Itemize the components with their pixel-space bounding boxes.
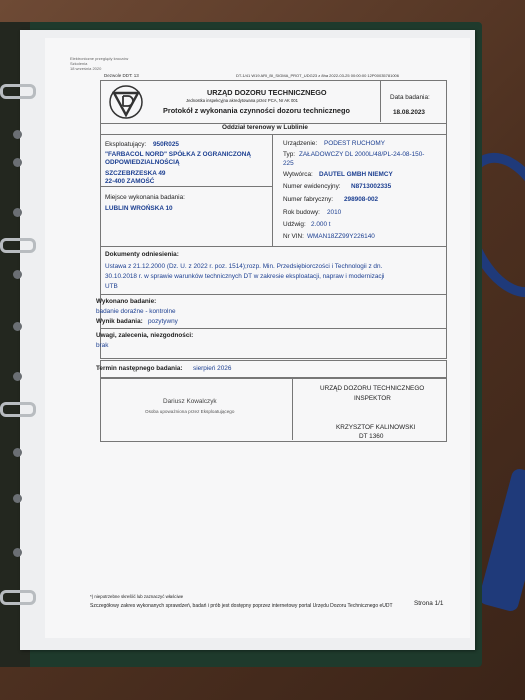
references-line3: UTB [105,283,118,290]
signatures-divider [292,378,293,440]
type-value-line1: ZAŁADOWCZY DL 2000L/48/PL-24-08-150- [299,151,425,158]
punch-hole [13,494,22,503]
operator-signatory-name: Dariusz Kowalczyk [163,398,217,405]
inspector-name: KRZYSZTOF KALINOWSKI [336,424,416,431]
operator-city: 22-400 ZAMOŚĆ [105,178,155,185]
operator-name-line2: ODPOWIEDZIALNOŚCIĄ [105,159,180,166]
operator-name-line1: "FARBACOL NORD" SPÓŁKA Z OGRANICZONĄ [105,151,251,158]
capacity-label: Udźwig: [283,221,306,228]
office-title: URZĄD DOZORU TECHNICZNEGO [207,88,327,97]
punch-hole [13,208,22,217]
references-label: Dokumenty odniesienia: [105,251,179,258]
binder-ring-icon [0,84,36,99]
vin-value: WMAN18ZZ99Y226140 [307,233,375,240]
next-exam-value: sierpień 2026 [193,365,232,372]
binder-ring-icon [0,238,36,253]
details-divider [272,134,273,246]
office-subtitle: Jednostka inspekcyjna akredytowana przez PCA, Nr AK 001 [186,98,298,103]
punch-hole [13,270,22,279]
udt-logo-icon [108,84,144,120]
binder-ring-icon [0,402,36,417]
reg-value: N8713002335 [351,183,392,190]
device-value: PODEST RUCHOMY [324,140,385,147]
footer-info: Szczegółowy zakres wykonanych sprawdzeń, badań i prób jest dostępny poprzez internetowy portal Urzędu Dozoru Technicznego eUDT [90,603,393,609]
inspector-id: DT 1360 [359,433,384,440]
operator-street: SZCZEBRZESKA 49 [105,170,166,177]
capacity-value: 2.000 t [311,221,331,228]
date-value: 18.08.2023 [393,109,425,116]
page-number: Strona 1/1 [414,600,444,607]
doc-code-right: DT-1/41 W19 ARI_BI_SIGMA_PROT_UDG23 z 8ha 2022-03-25 00:00:00 12P00035781006 [236,73,399,78]
binder-ring-icon [0,590,36,605]
exam-done-label: Wykonano badanie: [96,298,157,305]
punch-hole [13,322,22,331]
year-value: 2010 [327,209,342,216]
type-value-line2: 225 [283,160,294,167]
punch-hole [13,372,22,381]
next-exam-label: Termin następnego badania: [96,365,183,372]
reg-label: Numer ewidencyjny: [283,183,341,190]
footer-note: *) niepotrzebne skreślić lub zaznaczyć właściwe [90,594,184,599]
place-label: Miejsce wykonania badania: [105,194,185,201]
maker-label: Wytwórca: [283,171,313,178]
punch-hole [13,548,22,557]
operator-label: Eksploatujący: [105,141,147,148]
year-label: Rok budowy: [283,209,320,216]
punch-hole [13,130,22,139]
operator-code: 950R025 [153,141,179,148]
place-value: LUBLIN WROŃSKA 10 [105,205,173,212]
exam-result-value: pozytywny [148,318,178,325]
maker-value: DAUTEL GMBH NIEMCY [319,171,393,178]
inspector-office: URZĄD DOZORU TECHNICZNEGO [320,385,425,392]
exam-result-label: Wynik badania: [96,318,143,325]
punch-hole [13,158,22,167]
remarks-value: brak [96,342,109,349]
remarks-label: Uwagi, zalecenia, niezgodności: [96,332,194,339]
exam-done-value: badanie doraźne - kontrolne [96,308,176,315]
references-line1: Ustawa z 21.12.2000 (Dz. U. z 2022 r. poz. 1514);rozp. Min. Przedsiębiorczości i Technologii z dn. [105,263,383,270]
device-label: Urządzenie: [283,140,318,147]
references-line2: 30.10.2018 r. w sprawie warunków technicznych DT w zakresie eksploatacji, napraw i modernizacji [105,273,385,280]
print-header-note: Elektroniczne przeglądy kroczów Szkolenia 18 września 2020 [70,56,129,71]
date-label: Data badania: [390,94,430,101]
operator-divider [100,186,272,187]
punch-hole [13,448,22,457]
serial-label: Numer fabryczny: [283,196,334,203]
operator-signatory-role: Osoba upoważniona przez Eksploatującego [145,409,235,414]
vin-label: Nr VIN: [283,233,304,240]
inspector-role: INSPEKTOR [354,395,391,402]
doc-code-left: Dezwole DDT: 13 [104,73,139,78]
type-label: Typ: [283,151,296,158]
serial-value: 298908-002 [344,196,379,203]
protocol-title: Protokół z wykonania czynności dozoru technicznego [163,106,350,115]
branch-name: Oddział terenowy w Lublinie [222,124,308,131]
